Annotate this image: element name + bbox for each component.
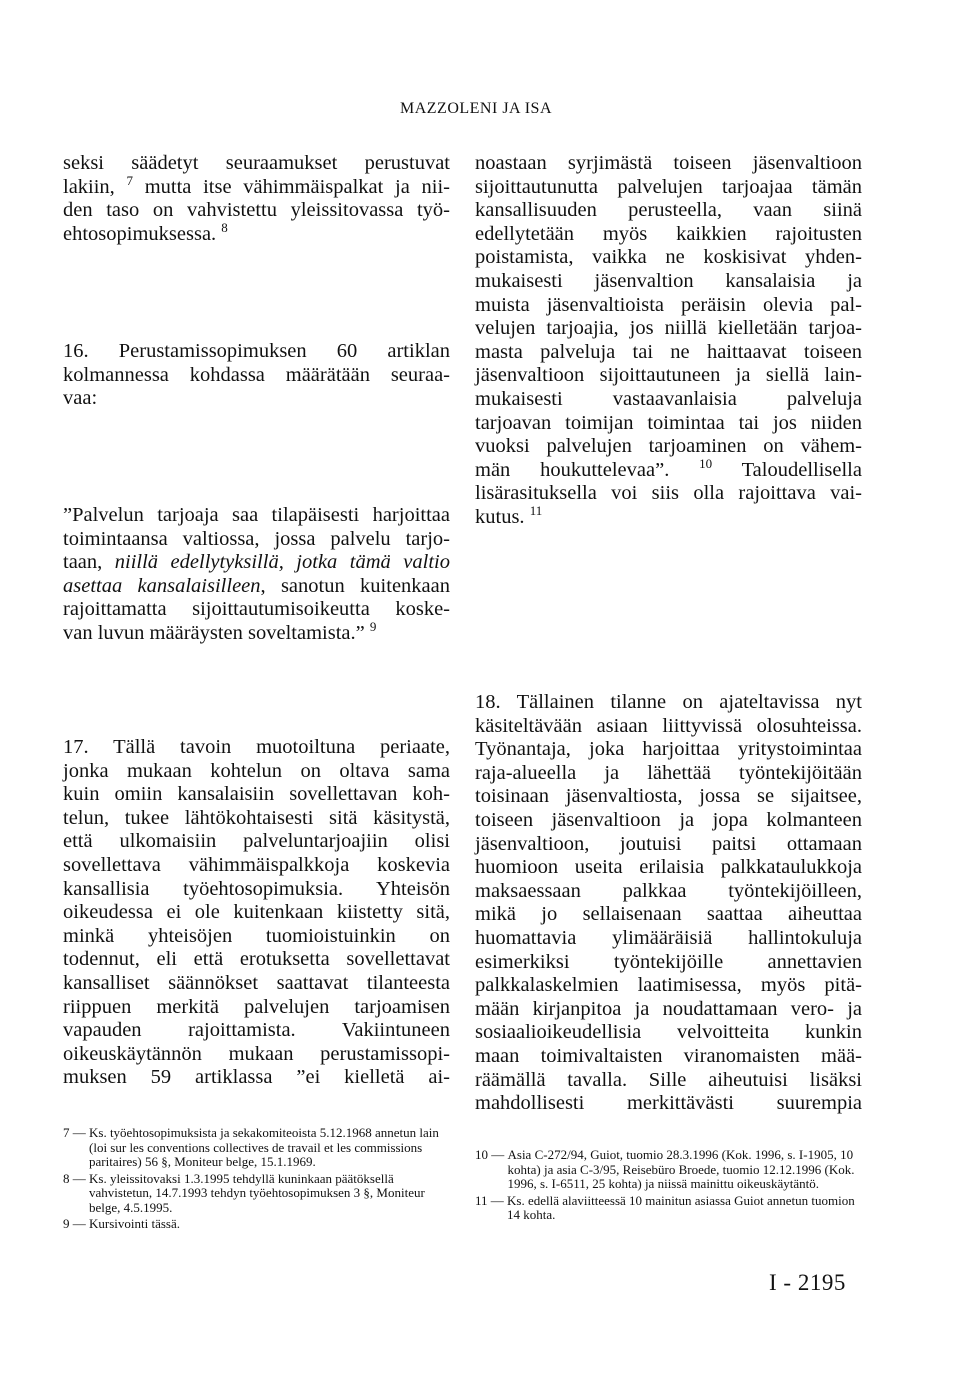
text-line: mahdollisesti merkittävästi suurempia [475, 1092, 862, 1115]
footnote-ref: 10 [699, 455, 713, 471]
text-line: rajoittamatta sijoittautumisoikeutta koske- [63, 598, 450, 621]
italic-emphasis: asettaa kansalaisilleen [63, 574, 261, 597]
footnote-text: Kursivointi tässä. [89, 1216, 180, 1231]
footnote-number: 9 — [63, 1216, 89, 1231]
text-line: velujen tarjoajia, jos niillä kielletään tarjoa- [475, 317, 862, 340]
text-line: jäsenvaltioon sijoittautuneen ja siellä lain- [475, 364, 862, 387]
text-line: toiseen jäsenvaltioon ja jopa kolmanteen [475, 808, 862, 831]
text-line: räämällä tavalla. Sille aiheutuisi lisäksi [475, 1068, 862, 1091]
text-line: sijoittautunutta palvelujen tarjoajaa tämän [475, 175, 862, 198]
text-line: Työnantaja, joka harjoittaa yritystoimintaa [475, 738, 862, 761]
text-line: toisinaan jäsenvaltiosta, jossa se sijaitsee, [475, 785, 862, 808]
footnote-text: Ks. edellä alaviitteessä 10 mainitun asiassa Guiot annetun tuomion 14 kohta. [507, 1192, 855, 1222]
footnote-ref: 9 [369, 619, 377, 635]
text-line: sosiaalioikeudellisia velvoitteita kunkin [475, 1021, 862, 1044]
text-line: kansallisuuden perusteella, vaan siinä [475, 199, 862, 222]
text-line: että ulkomaisiin palveluntarjoajiin olisi [63, 830, 450, 853]
text-line: kolmannessa kohdassa määrätään seuraa- [63, 363, 450, 386]
text-line: raja-alueella ja lähettää työntekijöitään [475, 761, 862, 784]
text-line: noastaan syrjimästä toiseen jäsenvaltioon [475, 152, 862, 174]
footnote-8 [63, 1172, 455, 1216]
text-line: maan toimivaltaisten viranomaisten mää- [475, 1044, 862, 1067]
text-line: jäsenvaltioon, joutuisi paitsi ottamaan [475, 832, 862, 855]
text-line: ”Palvelun tarjoaja saa tilapäisesti harjoittaa [63, 504, 450, 526]
text-line: ehtosopimuksessa. $^8$ [63, 219, 228, 245]
text-line: kuin omiin kansalaisiin sovellettavan koh- [63, 783, 450, 806]
text-line: kutus. $^{11}$ [475, 503, 543, 528]
footnote-number: 10 — [475, 1147, 508, 1162]
text-line: män houkuttelevaa”. $^{10}$ Taloudellisella [475, 455, 862, 481]
text-line: vapauden rajoittamista. Vakiintuneen [63, 1019, 450, 1042]
text-line: vaa: [63, 387, 98, 410]
text-line: den taso on vahvistettu yleissitovassa työ- [63, 199, 450, 222]
text-line: van luvun määräysten soveltamista.” $^9$ [63, 619, 377, 644]
text-line: mikä jo sellaisenaan saattaa aiheuttaa [475, 903, 862, 926]
text-line: maksaessaan palkkaa työntekijöilleen, [475, 879, 862, 902]
text-line: 17. Tällä tavoin muotoiltuna periaate, [63, 736, 450, 758]
text-line: telun, tukee lähtökohtaisesti sitä käsitystä, [63, 806, 450, 829]
text-line: muksen 59 artiklassa ”ei kielletä ai- [63, 1066, 450, 1089]
footnote-text: Ks. yleissitovaksi 1.3.1995 tehdyllä kuninkaan päätöksellä vahvistetun, 14.7.1993 tehdyn työehtosopimuksen 3 §, Moniteur belge, 4.5.1995. [89, 1170, 425, 1215]
text-line: muista jäsenvaltioista peräisin olevia pal- [475, 293, 862, 316]
text-line: lisärasituksella voi siis olla rajoittava vai- [475, 482, 862, 505]
text-line: esimerkiksi työntekijöille annettavien [475, 950, 862, 973]
footnote-text: Asia C-272/94, Guiot, tuomio 28.3.1996 (Kok. 1996, s. I-1905, 10 kohta) ja asia C-3/95, Reisebüro Broede, tuomio 12.12.1996 (Kok. 1996, s. I-6511, 25 kohta) ja niissä mainittu oikeuskäytäntö. [507, 1147, 855, 1191]
footnote-ref: 11 [529, 503, 543, 519]
text-line: huomioon useita erilaisia palkkataulukkoja [475, 856, 862, 879]
italic-emphasis: niillä edellytyksillä, jotka tämä valtio [114, 551, 450, 574]
text-line: tarjoavan toimijan toimintaa tai jos niiden [475, 411, 862, 434]
text-line: minkä yhteisöjen tuomioistuinkin on [63, 924, 450, 947]
text-line: riippuen merkitä palvelujen tarjoamisen [63, 995, 450, 1018]
text-line: mukaisesti jäsenvaltion kansalaisia ja [475, 269, 862, 292]
paragraph-continuation [475, 152, 862, 530]
text-line: huomattavia ylimääräisiä hallintokuluja [475, 926, 862, 949]
text-line: masta palveluja tai ne haittaavat toiseen [475, 340, 862, 363]
footnote-11 [475, 1194, 867, 1223]
text-line: sovellettava vähimmäispalkkoja koskevia [63, 853, 450, 876]
footnote-text: Ks. työehtosopimuksista ja sekakomiteoista 5.12.1968 annetun lain (loi sur les conventions collectives de travail et les commissions paritaires) 56 §, Moniteur belge, 15.1.1969. [89, 1125, 439, 1169]
footnote-9 [63, 1217, 455, 1232]
text-line: taan, niillä edellytyksillä, jotka tämä valtio [63, 551, 450, 574]
text-line: toimintaansa valtiossa, jossa palvelu tarjo- [63, 527, 450, 550]
text-line: edellytetään myös kaikkien rajoitusten [475, 222, 862, 245]
paragraph-16 [63, 340, 450, 411]
text-line: 16. Perustamissopimuksen 60 artiklan [63, 340, 450, 362]
text-line: käsiteltävään asiaan liittyvissä olosuhteissa. [475, 714, 862, 737]
footnote-10 [475, 1148, 867, 1192]
text-line: kansalliset säännökset saattavat tilanteesta [63, 971, 450, 994]
footnotes-right [475, 1148, 867, 1223]
text-line: asettaa kansalaisilleen, sanotun kuitenkaan [63, 574, 450, 597]
text-line: mään kirjanpitoa ja noudattamaan vero- ja [475, 997, 862, 1020]
paragraph-18 [475, 691, 862, 1116]
text-line: vuoksi palvelujen tarjoaminen on vähem- [475, 435, 862, 458]
text-line: 18. Tällainen tilanne on ajateltavissa nyt [475, 691, 862, 713]
text-line: oikeuskäytännön mukaan perustamissopi- [63, 1042, 450, 1065]
text-line: seksi säädetyt seuraamukset perustuvat [63, 152, 450, 174]
paragraph-17 [63, 736, 450, 1090]
footnotes-left [63, 1126, 455, 1232]
footnote-number: 8 — [63, 1170, 89, 1186]
text-line: jonka mukaan kohtelun on oltava sama [63, 759, 450, 782]
page-number: I - 2195 [769, 1270, 846, 1295]
footnote-number: 7 — [63, 1125, 89, 1140]
paragraph-intro [63, 152, 450, 246]
footnote-ref: 7 [126, 172, 134, 188]
running-head: MAZZOLENI JA ISA [400, 100, 552, 117]
quotation [63, 504, 450, 646]
text-line: todennut, eli että erotuksetta sovellettavat [63, 948, 450, 971]
text-line: lakiin, $^7$ mutta itse vähimmäispalkat ja nii- [63, 172, 450, 198]
text-line: kansallisia työehtosopimuksia. Yhteisön [63, 877, 450, 900]
footnote-ref: 8 [221, 219, 228, 235]
footnote-7 [63, 1126, 455, 1170]
text-line: mukaisesti vastaavanlaisia palveluja [475, 387, 862, 410]
text-line: poistamista, vaikka ne koskisivat yhden- [475, 246, 862, 269]
footnote-number: 11 — [475, 1192, 508, 1208]
text-line: oikeudessa ei ole kuitenkaan kiistetty sitä, [63, 901, 450, 924]
text-line: palkkalaskelmien laatimisessa, myös pitä- [475, 974, 862, 997]
